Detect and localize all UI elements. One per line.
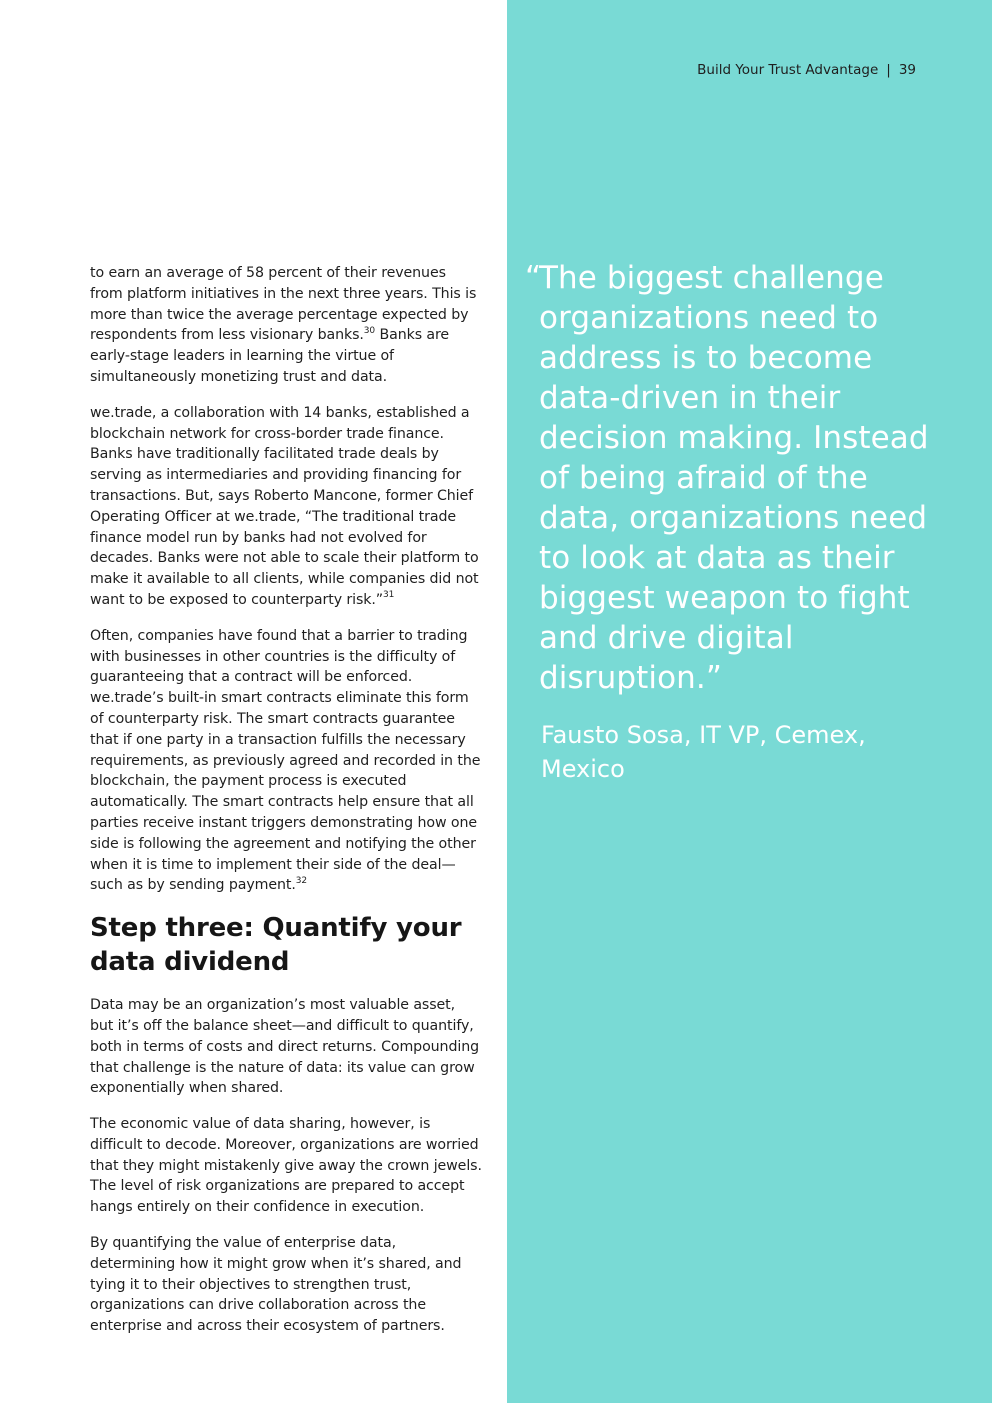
running-header [697,62,916,78]
body-paragraph-4: Data may be an organization’s most valuable asset, but it’s off the balance sheet—and difficult to quantify, both in terms of costs and direct returns. Compounding that challenge is the nature of data: its value can grow exponentially when shared. [90,997,479,1097]
open-quote-mark: “ [525,260,542,296]
footnote-ref-31: 31 [383,590,395,601]
body-paragraph-2 [90,403,482,611]
section-heading: Step three: Quantify your data dividend [90,913,462,978]
header-separator: | [886,62,891,78]
body-paragraph-1-text: to earn an average of 58 percent of their revenues from platform initiatives in the next three years. This is more than twice the average percentage expected by respondents from less visionary banks. [90,265,477,344]
footnote-ref-32: 32 [295,875,308,886]
body-paragraph-6: By quantifying the value of enterprise data, determining how it might grow when it’s shared, and tying it to their objectives to strengthen trust, organizations can drive collaboration across the enterprise and across their ecosystem of partners. [90,1235,462,1335]
footnote-ref-30: 30 [363,325,376,336]
body-paragraph-3-text: Often, companies have found that a barrier to trading with businesses in other countries is the difficulty of guaranteeing that a contract will be enforced. we.trade’s built-in smart contracts eliminate this form of counterparty risk. The smart contracts guarantee that if one party in a transaction fulfills the necessary requirements, as previously agreed and recorded in the blockchain, the payment process is executed automatically. The smart contracts help ensure that all parties receive instant triggers demonstrating how one side is following the agreement and notifying the other when it is time to implement their side of the deal—such as by sending payment. [90,627,481,894]
article-body [90,263,482,1352]
body-paragraph-5: The economic value of data sharing, however, is difficult to decode. Moreover, organizations are worried that they might mistakenly give away the crown jewels. The level of risk organizations are prepared to accept hangs entirely on their confidence in execution. [90,1116,482,1216]
publication-title: Build Your Trust Advantage [697,62,879,78]
page-number: 39 [898,62,916,78]
body-paragraph-3 [90,626,482,896]
pull-quote [525,258,939,698]
quote-attribution: Fausto Sosa, IT VP, Cemex, Mexico [541,721,866,783]
quote-panel [507,0,992,1403]
pull-quote-text: The biggest challenge organizations need to address is to become data-driven in their decision making. Instead of being afraid of the data, organizations need to look at data as their biggest weapon to fight and drive digital disruption.” [539,260,929,696]
body-paragraph-1 [90,263,482,388]
body-paragraph-1-tail: Banks are early-stage leaders in learning the virtue of simultaneously monetizing trust and data. [90,327,450,385]
body-paragraph-2-text: we.trade, a collaboration with 14 banks, established a blockchain network for cross-border trade finance. Banks have traditionally facilitated trade deals by serving as intermediaries and providing financing for transactions. But, says Roberto Mancone, former Chief Operating Officer at we.trade, “The traditional trade finance model run by banks had not evolved for decades. Banks were not able to scale their platform to make it available to all clients, while companies did not want to be exposed to counterparty risk.” [90,404,479,608]
